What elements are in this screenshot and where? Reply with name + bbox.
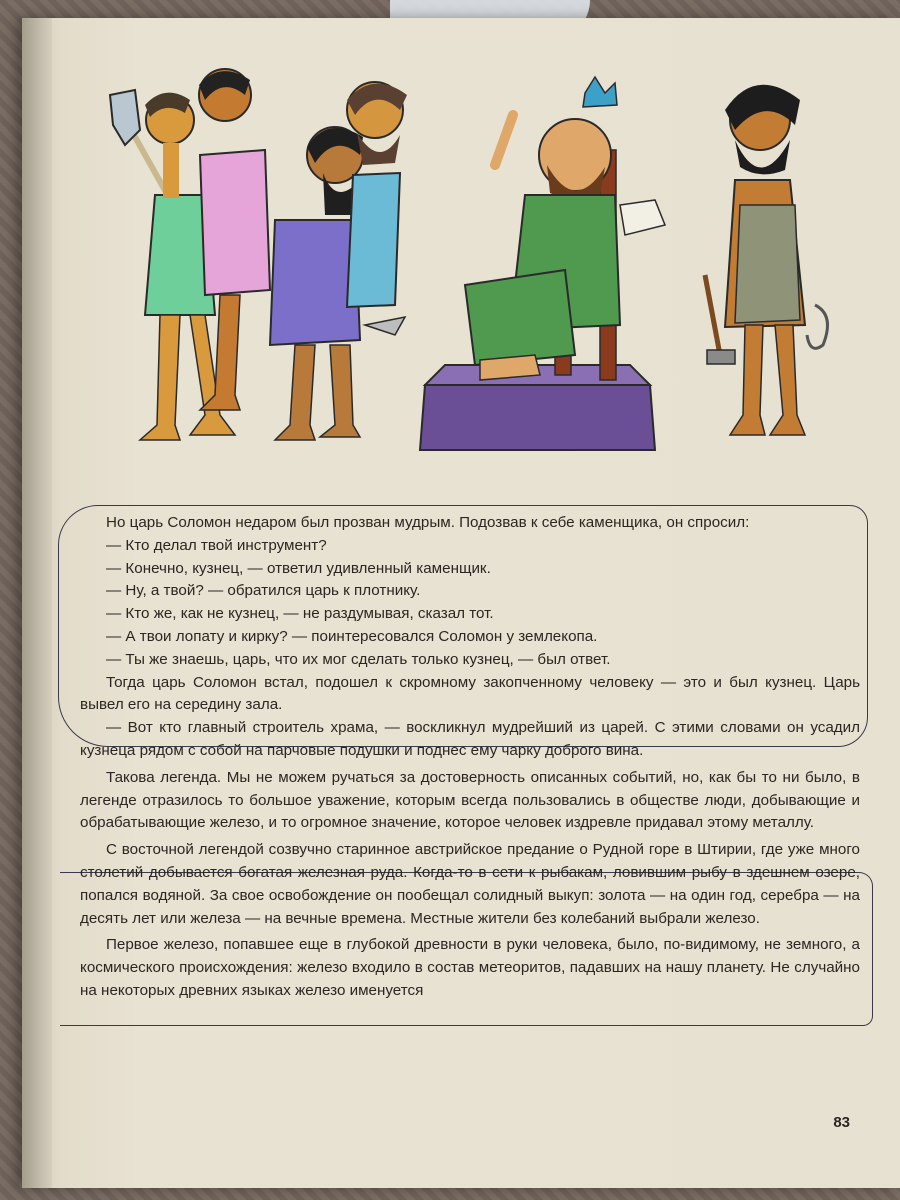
paragraph: — Вот кто главный строитель храма, — воскликнул мудрейший из царей. С этими словами он усадил кузнеца рядом с собой на парчовые подушки и поднес ему чарку доброго вина. bbox=[80, 719, 860, 759]
paragraph: — Ты же знаешь, царь, что их мог сделать только кузнец, — был ответ. bbox=[106, 650, 611, 668]
king-solomon bbox=[420, 77, 665, 450]
worker-bearded bbox=[347, 82, 407, 307]
paragraph: Тогда царь Соломон встал, подошел к скромному закопченному человеку — это и был кузнец. Царь вывел его на середину зала. bbox=[80, 673, 860, 714]
paragraph: Но царь Соломон недаром был прозван мудрым. Подозвав к себе каменщика, он спросил: bbox=[106, 514, 750, 531]
illustration bbox=[95, 55, 855, 465]
blacksmith bbox=[705, 85, 828, 435]
paragraph: Такова легенда. Мы не можем ручаться за достоверность описанных событий, но, как бы то ни было, в легенде отразилось то большое уважение, которым всегда пользовались в обществе люди, добывающие и обрабатывающие железо, и то огромное значение, которое человек издревле придавал этому металлу. bbox=[80, 768, 860, 832]
page-number: 83 bbox=[833, 1114, 850, 1131]
paragraph: — Ну, а твой? — обратился царь к плотнику. bbox=[106, 582, 421, 600]
page-gutter bbox=[22, 18, 52, 1188]
paragraph: Первое железо, попавшее еще в глубокой древности в руки человека, было, по-видимому, не земного, а космического происхождения: железо входило в состав метеоритов, падавших на нашу планету. Не случайно на некоторых древних языках железо именуется bbox=[80, 936, 860, 999]
paragraph: — А твои лопату и кирку? — поинтересовался Соломон у землекопа. bbox=[106, 627, 598, 645]
paragraph: — Кто делал твой инструмент? bbox=[106, 536, 327, 554]
paragraph: С восточной легендой созвучно старинное австрийское предание о Рудной горе в Штирии, где уже много столетий добывается богатая железная руда. Когда-то в сети к рыбакам, ловившим рыбу в здешнем озере, попался водяной. За свое освобождение он пообещал солидный выкуп: золота — на один год, серебра — на десять лет или железа — на вечные времена. Местные жители без колебаний выбрали железо. bbox=[80, 841, 860, 927]
paragraph: — Конечно, кузнец, — ответил удивленный каменщик. bbox=[106, 559, 491, 577]
body-text bbox=[80, 512, 860, 1003]
paragraph: — Кто же, как не кузнец, — не раздумывая, сказал тот. bbox=[106, 605, 494, 623]
